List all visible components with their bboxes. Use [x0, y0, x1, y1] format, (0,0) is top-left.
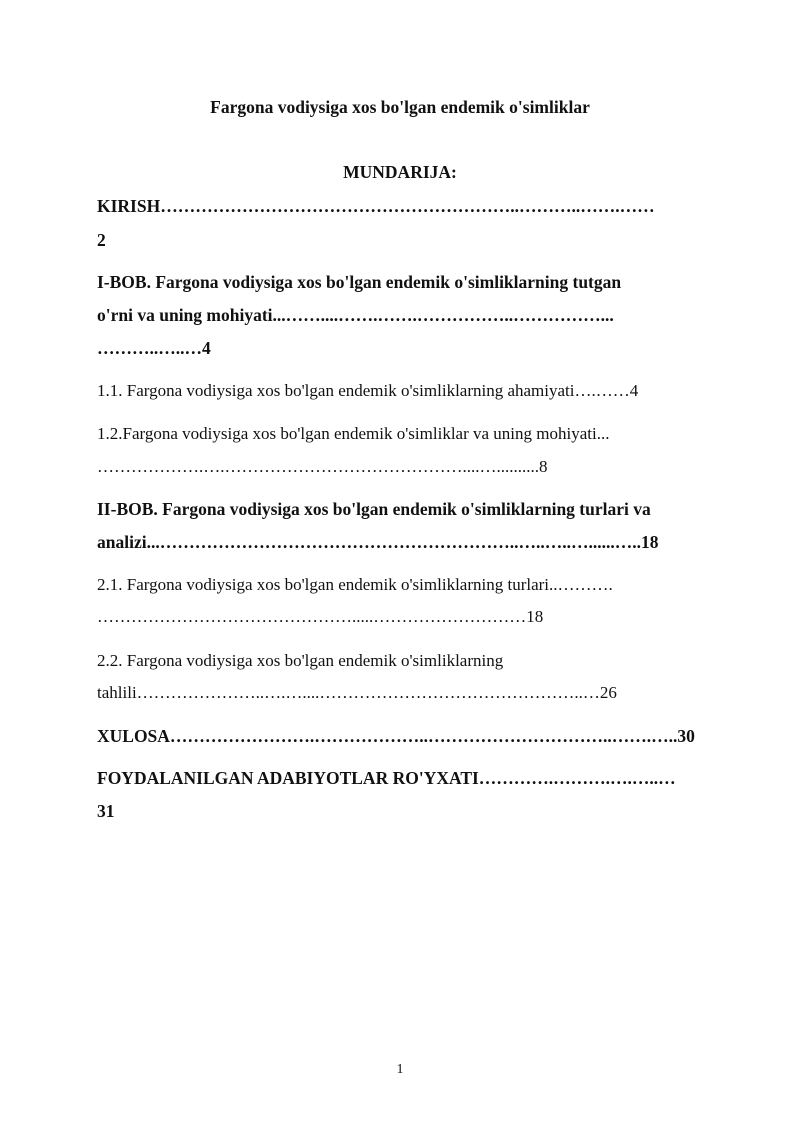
toc-entry-2-1-line2: ……………………………………….....………………………18	[97, 607, 544, 626]
toc-heading: MUNDARIJA:	[343, 162, 457, 182]
page-number: 1	[396, 1062, 404, 1077]
toc-entry-1-2-line2: ……………….….……………………………………....…..........8	[97, 457, 548, 476]
toc-entry-2-2-line2: tahlili…………………..….…....………………………………………..…26	[97, 683, 617, 702]
toc-entry-bob1-line1: I-BOB. Fargona vodiysiga xos bo'lgan endemik o'simliklarning tutgan	[97, 272, 622, 292]
toc-entry-xulosa: XULOSA…………………….………………..…………………………..…….…..30	[97, 726, 695, 746]
toc-entry-kirish-page: 2	[97, 230, 106, 250]
toc-entry-bob1-line2: o'rni va uning mohiyati...……....…….…….……………..……………...	[97, 305, 614, 325]
document-title: Fargona vodiysiga xos bo'lgan endemik o'simliklar	[210, 97, 590, 117]
toc-entry-kirish: KIRISH……………………………………………………..………..…….……	[97, 196, 655, 216]
toc-entry-bob1-line3: ………..…..…4	[97, 338, 211, 358]
toc-entry-2-2-line1: 2.2. Fargona vodiysiga xos bo'lgan endemik o'simliklarning	[97, 651, 504, 670]
toc-entry-adabiyotlar: FOYDALANILGAN ADABIYOTLAR RO'YXATI………….……….….…..…	[97, 768, 676, 788]
toc-entry-1-1: 1.1. Fargona vodiysiga xos bo'lgan endemik o'simliklarning ahamiyati….……4	[97, 381, 639, 400]
toc-entry-bob2-line2: analizi...……………………………………………………..…..…..…......…..18	[97, 532, 659, 552]
toc-entry-adabiyotlar-page: 31	[97, 801, 115, 821]
toc-entry-bob2-line1: II-BOB. Fargona vodiysiga xos bo'lgan endemik o'simliklarning turlari va	[97, 499, 651, 519]
toc-entry-2-1-line1: 2.1. Fargona vodiysiga xos bo'lgan endemik o'simliklarning turlari..……….	[97, 575, 613, 594]
toc-entry-1-2-line1: 1.2.Fargona vodiysiga xos bo'lgan endemik o'simliklar va uning mohiyati...	[97, 424, 610, 443]
